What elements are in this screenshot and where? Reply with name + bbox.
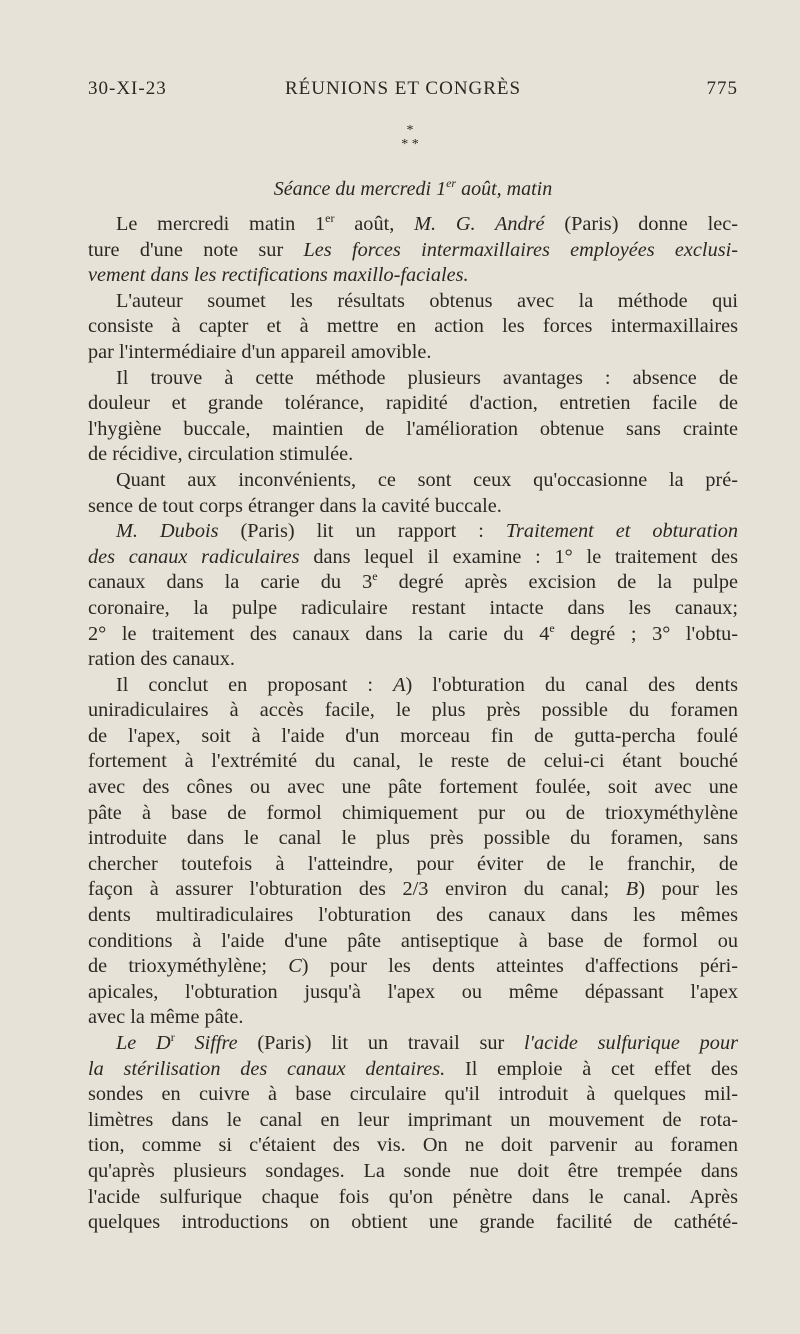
p3-line-4: de récidive, circulation stimulée. (88, 443, 354, 466)
p6-line-5: avec des cônes ou avec une pâte fortement foulée, soit avec une (88, 776, 738, 799)
p5-line-5: 2° le traitement des canaux dans la carie du 4e degré ; 3° l'obtu- (88, 620, 739, 645)
p6-line-8: chercher toutefois à l'atteindre, pour éviter de le franchir, de (88, 852, 738, 875)
header-section-title: RÉUNIONS ET CONGRÈS (285, 78, 522, 99)
p1-line-3: vement dans les rectifications maxillo-faciales. (88, 264, 469, 287)
p6-line-10: dents multiradiculaires l'obturation des canaux dans les mêmes (88, 904, 738, 927)
p2-line-2: consiste à capter et à mettre en action les forces intermaxillaires (88, 315, 738, 338)
session-title-text: Séance du mercredi 1 (273, 178, 447, 200)
p6-line-11: conditions à l'aide d'une pâte antiseptique à base de formol ou (88, 929, 738, 952)
p3-line-2: douleur et grande tolérance, rapidité d'action, entretien facile de (88, 392, 738, 415)
p1-line-2: ture d'une note sur Les forces intermaxillaires employées exclusi- (88, 238, 738, 261)
p4-line-2: sence de tout corps étranger dans la cavité buccale. (88, 494, 502, 517)
author-siffre: Le D (116, 1032, 171, 1054)
p5-line-3: canaux dans la carie du 3e degré après excision de la pulpe (88, 569, 738, 594)
p6-line-6: pâte à base de formol chimiquement pur ou de trioxyméthylène (88, 801, 738, 824)
p6-line-9: façon à assurer l'obturation des 2/3 environ du canal; B) pour les (88, 878, 738, 901)
author-andre: M. G. André (414, 213, 545, 235)
author-dubois: M. Dubois (116, 520, 219, 543)
p5-line-1: M. Dubois (Paris) lit un rapport : Traitement et obturation (116, 520, 738, 543)
p6-line-3: de l'apex, soit à l'aide d'un morceau fin de gutta-percha foulé (88, 724, 738, 747)
p2-line-1: L'auteur soumet les résultats obtenus avec la méthode qui (116, 289, 738, 312)
p7-line-4: limètres dans le canal en leur imprimant un mouvement de rota- (88, 1108, 738, 1131)
session-title-sup: er (446, 176, 457, 190)
p7-line-7: l'acide sulfurique chaque fois qu'on pénètre dans le canal. Après (88, 1185, 738, 1208)
asterism-ornament: * * * (401, 123, 419, 152)
p6-line-12: de trioxyméthylène; C) pour les dents atteintes d'affections péri- (88, 955, 738, 978)
body-text (88, 212, 738, 1236)
header-date: 30-XI-23 (88, 78, 167, 99)
p6-line-14: avec la même pâte. (88, 1006, 244, 1029)
p6-line-7: introduite dans le canal le plus près possible du foramen, sans (88, 827, 738, 850)
p4-line-1: Quant aux inconvénients, ce sont ceux qu'occasionne la pré- (116, 468, 738, 491)
page-number: 775 (706, 78, 738, 99)
p7-line-5: tion, comme si c'étaient des vis. On ne doit parvenir au foramen (88, 1134, 738, 1157)
p1-line-1: Le mercredi matin 1er août, M. G. André (Paris) donne lec- (116, 211, 738, 235)
session-title (88, 178, 738, 201)
p6-line-4: fortement à l'extrémité du canal, le reste de celui-ci étant bouché (88, 750, 738, 773)
p2-line-3: par l'intermédiaire d'un appareil amovible. (88, 340, 432, 363)
p5-line-6: ration des canaux. (88, 648, 235, 671)
p6-line-1: Il conclut en proposant : A) l'obturation du canal des dents (116, 673, 739, 696)
p6-line-13: apicales, l'obturation jusqu'à l'apex ou même dépassant l'apex (88, 980, 738, 1003)
p7-line-2: la stérilisation des canaux dentaires. Il emploie à cet effet des (88, 1057, 738, 1080)
session-title-end: août, matin (456, 178, 553, 200)
p7-line-8: quelques introductions on obtient une grande facilité de cathété- (88, 1211, 738, 1234)
p7-line-1: Le $D^r$ Siffre (Paris) lit un travail sur l'acide sulfurique pour (116, 1030, 738, 1054)
running-header (88, 78, 738, 108)
p3-line-1: Il trouve à cette méthode plusieurs avantages : absence de (116, 366, 738, 389)
p5-line-4: coronaire, la pulpe radiculaire restant intacte dans les canaux; (88, 596, 738, 619)
p6-line-2: uniradiculaires à accès facile, le plus près possible du foramen (88, 699, 738, 722)
p7-line-6: qu'après plusieurs sondages. La sonde nue doit être trempée dans (88, 1159, 738, 1182)
p3-line-3: l'hygiène buccale, maintien de l'amélioration obtenue sans crainte (88, 417, 738, 440)
p5-line-2: des canaux radiculaires dans lequel il examine : 1° le traitement des (88, 545, 738, 568)
p7-line-3: sondes en cuivre à base circulaire qu'il introduit à quelques mil- (88, 1083, 738, 1106)
